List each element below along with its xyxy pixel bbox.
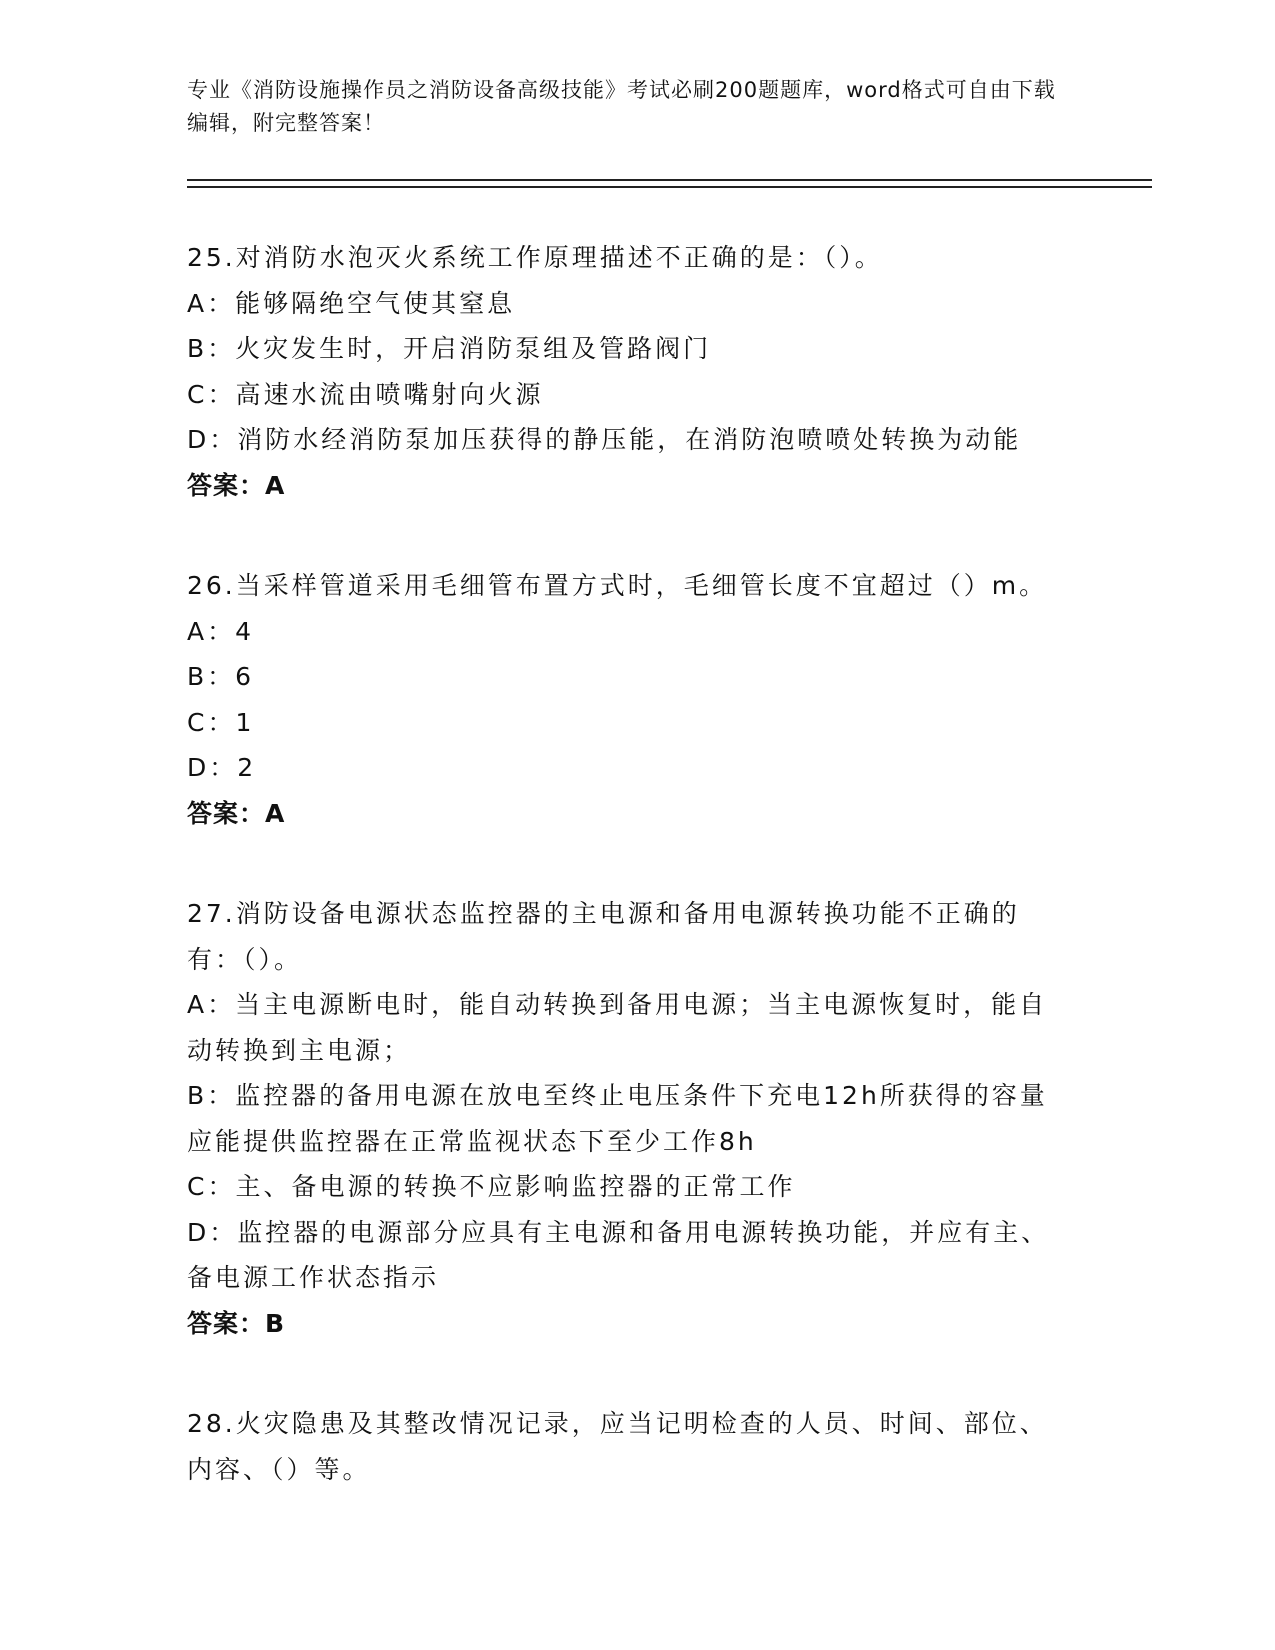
header-text: 专业《消防设施操作员之消防设备高级技能》考试必刷200题题库，word格式可自由下载编辑，附完整答案！ (187, 78, 1056, 135)
question-list (187, 235, 1087, 1547)
option-a: A：4 (187, 616, 255, 646)
option-c: C：1 (187, 707, 255, 737)
option-c: C：主、备电源的转换不应影响监控器的正常工作 (187, 1172, 796, 1201)
option-d: D：消防水经消防泵加压获得的静压能，在消防泡喷喷处转换为动能 (187, 425, 1022, 454)
option-d: D：监控器的电源部分应具有主电源和备用电源转换功能，并应有主、备电源工作状态指示 (187, 1217, 1050, 1292)
question-26 (187, 563, 1087, 836)
answer-label: 答案：A (187, 470, 286, 500)
answer-label: 答案：B (187, 1308, 286, 1338)
option-a: A：能够隔绝空气使其窒息 (187, 288, 516, 318)
question-stem: 28.火灾隐患及其整改情况记录，应当记明检查的人员、时间、部位、内容、（）等。 (187, 1409, 1048, 1484)
option-b: B：火灾发生时，开启消防泵组及管路阀门 (187, 334, 712, 363)
question-28 (187, 1401, 1087, 1492)
header-divider-bottom (187, 186, 1152, 188)
option-a: A：当主电源断电时，能自动转换到备用电源；当主电源恢复时，能自动转换到主电源； (187, 990, 1048, 1065)
question-stem: 27.消防设备电源状态监控器的主电源和备用电源转换功能不正确的有：（）。 (187, 899, 1020, 974)
option-b: B：6 (187, 662, 255, 691)
question-27 (187, 891, 1087, 1346)
question-stem: 26.当采样管道采用毛细管布置方式时，毛细管长度不宜超过（）m。 (187, 571, 1048, 600)
option-c: C：高速水流由喷嘴射向火源 (187, 379, 544, 409)
option-b: B：监控器的备用电源在放电至终止电压条件下充电12h所获得的容量应能提供监控器在正常监视状态下至少工作8h (187, 1081, 1048, 1156)
header-divider-top (187, 179, 1152, 181)
document-header (187, 74, 1067, 140)
option-d: D：2 (187, 753, 257, 782)
question-stem: 25.对消防水泡灭火系统工作原理描述不正确的是：（）。 (187, 243, 883, 272)
question-25 (187, 235, 1087, 508)
answer-label: 答案：A (187, 798, 286, 828)
